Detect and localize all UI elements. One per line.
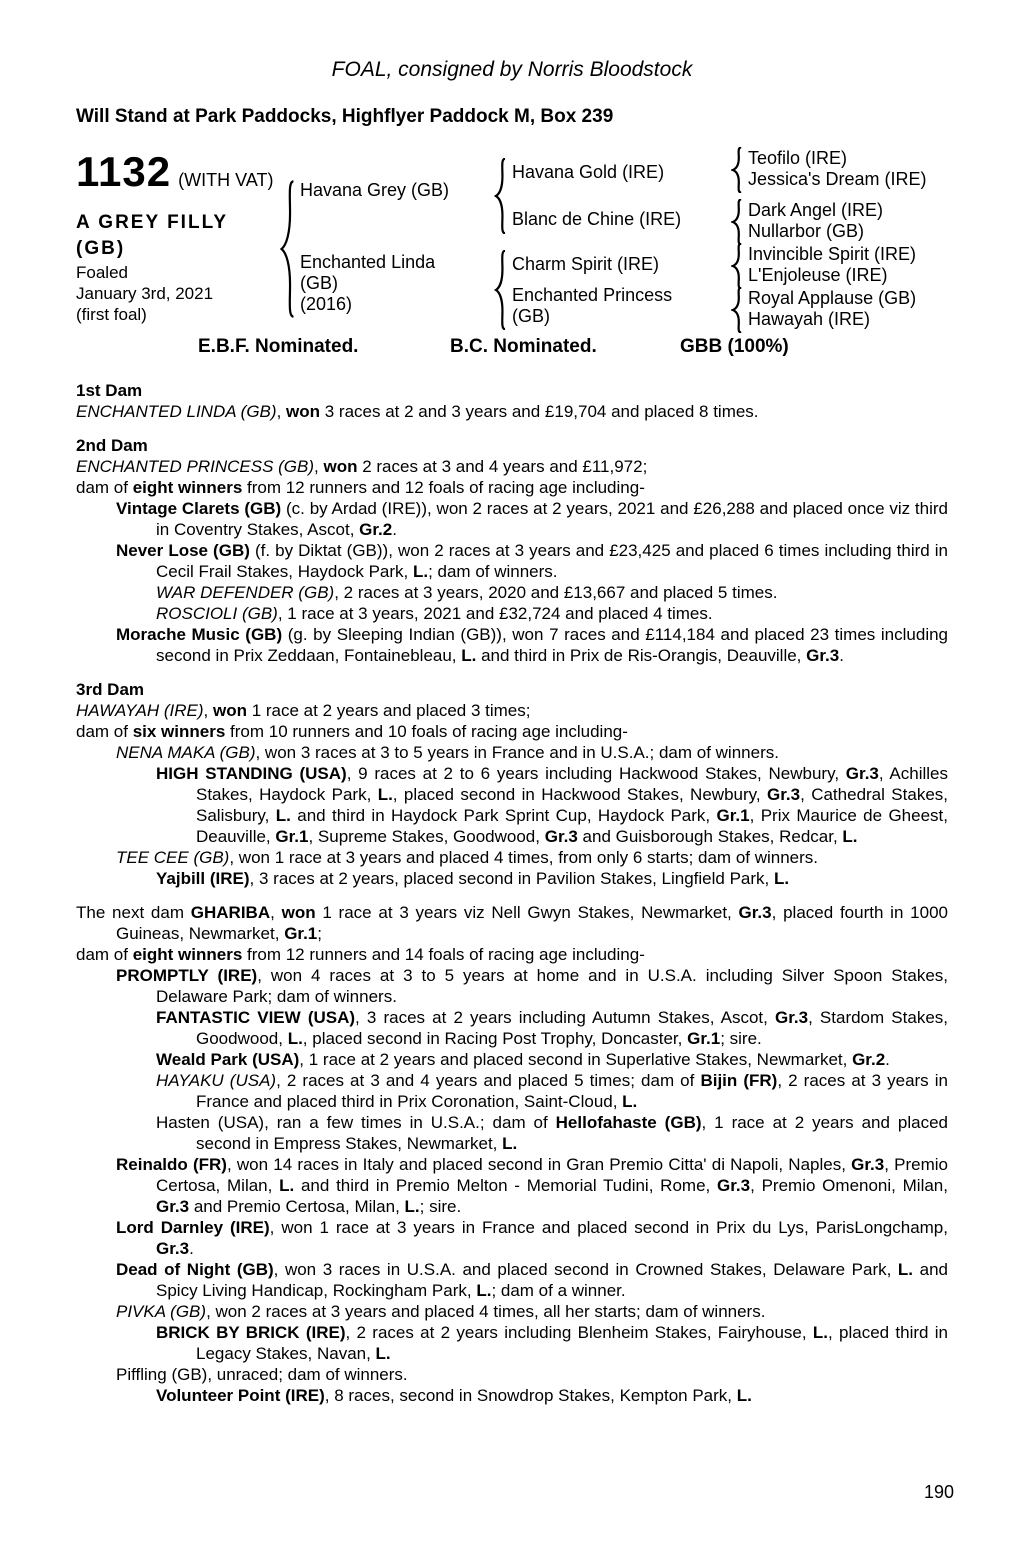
pedigree-text-paragraph (76, 763, 948, 847)
gen3-pair1 (748, 148, 926, 190)
text-segment: Yajbill (IRE) (156, 869, 250, 888)
gen3-name: Invincible Spirit (IRE) (748, 244, 917, 264)
text-segment: L. (622, 1092, 638, 1111)
pedigree-text-paragraph (76, 1217, 948, 1259)
text-segment: 2 races at 3 and 4 years and £11,972; (357, 457, 648, 476)
text-segment: PROMPTLY (IRE) (116, 966, 258, 985)
dam-name (300, 252, 435, 315)
text-segment: (g. by Sleeping Indian (GB)), won 7 races and £114,184 and placed 23 times including second in Prix Zeddaan, Fontainebleau, (156, 625, 949, 665)
gen3-name: Royal Applause (GB) (748, 288, 917, 308)
text-segment: 1 race at 3 years viz Nell Gwyn Stakes, Newmarket, (315, 903, 739, 922)
pedigree-text-paragraph (76, 1007, 948, 1049)
sire-sire-name: Havana Gold (IRE) (512, 162, 665, 182)
pedigree-text-paragraph (76, 1364, 948, 1385)
text-segment: Gr.1 (687, 1029, 721, 1048)
text-segment: Never Lose (GB) (116, 541, 250, 560)
text-segment: L. (897, 1260, 914, 1279)
text-segment: ; dam of winners. (428, 562, 558, 581)
text-segment: L. (404, 1197, 420, 1216)
text-segment: eight winners (132, 945, 243, 964)
pedigree-text-paragraph (76, 700, 948, 721)
text-segment: , Premio Certosa, Milan, (156, 1155, 949, 1195)
text-segment: . (885, 1050, 890, 1069)
text-segment: ; sire. (720, 1029, 762, 1048)
text-segment: , 1 race at 3 years, 2021 and £32,724 and placed 4 times. (277, 604, 713, 623)
pedigree-brace-gen3-pair2 (731, 199, 743, 245)
gbb-note: GBB (100%) (680, 336, 789, 357)
text-segment: , won 3 races in U.S.A. and placed second in Crowned Stakes, Delaware Park, (273, 1260, 898, 1279)
text-segment: Gr.2 (852, 1050, 886, 1069)
text-segment: BRICK BY BRICK (IRE) (156, 1323, 346, 1342)
text-segment: Vintage Clarets (GB) (116, 499, 282, 518)
text-segment: , Premio Omenoni, Milan, (750, 1176, 948, 1195)
text-segment: . (392, 520, 397, 539)
gen3-pair2 (748, 200, 883, 242)
pedigree-brace-sire-parents (494, 158, 507, 234)
text-segment: from 10 runners and 10 foals of racing age including- (225, 722, 628, 741)
text-segment: L. (279, 1176, 295, 1195)
text-segment: Gr.3 (774, 1008, 809, 1027)
pedigree-text-paragraph (76, 1385, 948, 1406)
text-segment: Gr.3 (806, 646, 840, 665)
text-segment: , 2 races at 3 years, 2020 and £13,667 and placed 5 times. (334, 583, 778, 602)
gen3-name: Nullarbor (GB) (748, 221, 865, 241)
text-segment: won (323, 457, 358, 476)
text-segment: , won 2 races at 3 years and placed 4 times, all her starts; dam of winners. (206, 1302, 766, 1321)
text-segment: won (281, 903, 316, 922)
text-segment: . (839, 646, 844, 665)
text-segment: Gr.3 (767, 785, 801, 804)
pedigree-brace-gen3-pair4 (731, 287, 743, 333)
text-segment: PIVKA (GB) (116, 1302, 207, 1321)
text-segment: , (203, 701, 213, 720)
text-segment: , 3 races at 2 years including Autumn Stakes, Ascot, (355, 1008, 775, 1027)
dam-section-heading: 3rd Dam (76, 680, 145, 699)
dam-name-line2: (GB) (300, 273, 338, 293)
text-segment: Lord Darnley (IRE) (116, 1218, 270, 1237)
text-segment: Piffling (GB), unraced; dam of winners. (116, 1365, 408, 1384)
ebf-nominated: E.B.F. Nominated. (198, 336, 359, 357)
pedigree-text-paragraph (76, 868, 948, 889)
pedigree-text-paragraph (76, 742, 948, 763)
text-segment: L. (287, 1029, 303, 1048)
text-segment: , 9 races at 2 to 6 years including Hackwood Stakes, Newbury, (346, 764, 846, 783)
text-segment: dam of (76, 722, 133, 741)
text-segment: Gr.1 (284, 924, 318, 943)
gen3-name: Dark Angel (IRE) (748, 200, 884, 220)
gen3-pair3 (748, 244, 916, 286)
text-segment: Gr.3 (738, 903, 772, 922)
text-segment: Gr.1 (275, 827, 309, 846)
dam-sire-name: Charm Spirit (IRE) (512, 254, 660, 274)
text-segment: L. (275, 806, 291, 825)
pedigree-text-paragraph (76, 498, 948, 540)
pedigree-text-paragraph (76, 1049, 948, 1070)
text-segment: , Prix Maurice de Gheest, Deauville, (196, 806, 948, 846)
foal-description-line1: A GREY FILLY (76, 212, 229, 233)
text-segment: Bijin (FR) (700, 1071, 778, 1090)
text-segment: , Stardom Stakes, Goodwood, (196, 1008, 948, 1048)
text-segment: Hellofahaste (GB) (555, 1113, 702, 1132)
pedigree-table (0, 140, 1024, 380)
text-segment: NENA MAKA (GB) (116, 743, 256, 762)
gen3-name: Hawayah (IRE) (748, 309, 871, 329)
text-segment: from 12 runners and 14 foals of racing age including- (242, 945, 645, 964)
text-segment: HAWAYAH (IRE) (76, 701, 204, 720)
text-segment: HAYAKU (USA) (156, 1071, 277, 1090)
text-segment: L. (502, 1134, 518, 1153)
bc-nominated: B.C. Nominated. (450, 336, 597, 357)
pedigree-brace-dam-parents (494, 250, 507, 330)
pedigree-text-paragraph (76, 456, 948, 477)
text-segment: dam of (76, 478, 133, 497)
text-segment: Gr.3 (156, 1197, 190, 1216)
text-segment: FANTASTIC VIEW (USA) (156, 1008, 356, 1027)
text-segment: , 8 races, second in Snowdrop Stakes, Kempton Park, (324, 1386, 737, 1405)
text-segment: , Cathedral Stakes, Salisbury, (196, 785, 948, 825)
foaled-label: Foaled (76, 263, 128, 282)
pedigree-text-paragraph (76, 944, 948, 965)
sire-dam-name: Blanc de Chine (IRE) (512, 209, 682, 229)
page-number: 190 (923, 1482, 954, 1502)
pedigree-brace-gen3-pair3 (731, 243, 743, 289)
text-segment: Morache Music (GB) (116, 625, 283, 644)
pedigree-text-paragraph (76, 965, 948, 1007)
foal-description-line2: (GB) (76, 238, 126, 259)
text-segment: , placed second in Hackwood Stakes, Newbury, (392, 785, 767, 804)
text-segment: Gr.3 (851, 1155, 885, 1174)
pedigree-text-paragraph (76, 1154, 948, 1217)
text-segment: L. (377, 785, 393, 804)
stand-location: Will Stand at Park Paddocks, Highflyer Paddock M, Box 239 (76, 106, 614, 127)
text-segment: . (189, 1239, 194, 1258)
consignment-title: FOAL, consigned by Norris Bloodstock (331, 58, 693, 81)
text-segment: ROSCIOLI (GB) (156, 604, 278, 623)
text-segment: Gr.1 (716, 806, 750, 825)
text-segment: Weald Park (USA) (156, 1050, 300, 1069)
gen3-name: L'Enjoleuse (IRE) (748, 265, 888, 285)
pedigree-text-paragraph (76, 603, 948, 624)
text-segment: , won 14 races in Italy and placed second in Gran Premio Citta' di Napoli, Naples, (226, 1155, 852, 1174)
text-segment: 1 race at 2 years and placed 3 times; (246, 701, 531, 720)
lot-number: 1132 (76, 148, 172, 195)
vat-note: (WITH VAT) (178, 170, 274, 190)
text-segment: , (276, 402, 287, 421)
text-segment: , Supreme Stakes, Goodwood, (308, 827, 545, 846)
text-segment: Dead of Night (GB) (116, 1260, 274, 1279)
pedigree-text-paragraph (76, 477, 948, 498)
pedigree-text-paragraph (76, 582, 948, 603)
text-segment: Hasten (USA), ran a few times in U.S.A.; dam of (156, 1113, 556, 1132)
pedigree-text-paragraph (76, 624, 948, 666)
text-segment: , (314, 457, 324, 476)
text-segment: L. (412, 562, 429, 581)
text-segment: TEE CEE (GB) (116, 848, 230, 867)
text-segment: , Achilles Stakes, Haydock Park, (196, 764, 948, 804)
text-segment: ENCHANTED LINDA (GB) (76, 402, 277, 421)
foal-description (76, 210, 228, 325)
text-segment: and Premio Certosa, Milan, (189, 1197, 405, 1216)
text-segment: won (212, 701, 247, 720)
text-segment: eight winners (132, 478, 243, 497)
text-segment: won (286, 402, 321, 421)
text-segment: and Spicy Living Handicap, Rockingham Park, (156, 1260, 948, 1300)
text-segment: (c. by Ardad (IRE)), won 2 races at 2 years, 2021 and £26,288 and placed once viz third in Coventry Stakes, Ascot, (156, 499, 948, 539)
text-segment: , 1 race at 2 years and placed second in Superlative Stakes, Newmarket, (299, 1050, 853, 1069)
text-segment: Gr.3 (845, 764, 879, 783)
text-segment: , 3 races at 2 years, placed second in Pavilion Stakes, Lingfield Park, (249, 869, 774, 888)
text-segment: , 1 race at 2 years and placed second in Empress Stakes, Newmarket, (196, 1113, 948, 1153)
text-segment: Gr.2 (359, 520, 393, 539)
pedigree-text-paragraph (76, 1112, 948, 1154)
dam-name-line1: Enchanted Linda (300, 252, 436, 272)
text-segment: L. (461, 646, 477, 665)
text-segment: Gr.3 (156, 1239, 190, 1258)
text-segment: ; (317, 924, 323, 943)
pedigree-text-paragraph (76, 1259, 948, 1301)
text-segment: and third in Haydock Park Sprint Cup, Haydock Park, (290, 806, 717, 825)
text-segment: dam of (76, 945, 133, 964)
text-segment: GHARIBA (190, 903, 271, 922)
text-segment: (f. by Diktat (GB)), won 2 races at 3 years and £23,425 and placed 6 times including third in Cecil Frail Stakes, Haydock Park, (156, 541, 949, 581)
text-segment: 3 races at 2 and 3 years and £19,704 and placed 8 times. (320, 402, 759, 421)
pedigree-text-paragraph (76, 1301, 948, 1322)
text-segment: , won 3 races at 3 to 5 years in France and in U.S.A.; dam of winners. (255, 743, 779, 762)
text-segment: L. (736, 1386, 752, 1405)
catalogue-body (76, 380, 948, 1406)
text-segment: , placed third in Legacy Stakes, Navan, (196, 1323, 948, 1363)
sire-name: Havana Grey (GB) (300, 180, 450, 200)
gen3-name: Teofilo (IRE) (748, 148, 848, 168)
foaled-date: January 3rd, 2021 (76, 284, 214, 303)
pedigree-text-paragraph (76, 847, 948, 868)
text-segment: , (270, 903, 282, 922)
pedigree-text-paragraph (76, 902, 948, 944)
text-segment: , placed fourth in 1000 Guineas, Newmarket, (116, 903, 948, 943)
text-segment: ; sire. (419, 1197, 462, 1216)
text-segment: WAR DEFENDER (GB) (156, 583, 335, 602)
text-segment: , won 1 race at 3 years in France and placed second in Prix du Lys, ParisLongchamp, (269, 1218, 948, 1237)
text-segment: HIGH STANDING (USA) (156, 764, 347, 783)
text-segment: L. (476, 1281, 492, 1300)
text-segment: , 2 races at 2 years including Blenheim Stakes, Fairyhouse, (345, 1323, 813, 1342)
pedigree-text-paragraph (76, 540, 948, 582)
pedigree-text-paragraph (76, 401, 948, 422)
text-segment: Reinaldo (FR) (116, 1155, 227, 1174)
pedigree-brace-gen3-pair1 (731, 147, 743, 193)
gen3-pair4 (748, 288, 916, 330)
text-segment: Gr.3 (544, 827, 578, 846)
pedigree-text-paragraph (76, 1070, 948, 1112)
text-segment: Volunteer Point (IRE) (156, 1386, 325, 1405)
gen3-name: Jessica's Dream (IRE) (748, 169, 927, 189)
text-segment: L. (842, 827, 858, 846)
text-segment: and third in Premio Melton - Memorial Tudini, Rome, (294, 1176, 718, 1195)
foal-note: (first foal) (76, 305, 147, 324)
text-segment: from 12 runners and 12 foals of racing age including- (242, 478, 645, 497)
text-segment: Gr.3 (717, 1176, 751, 1195)
text-segment: The next dam (76, 903, 191, 922)
text-segment: L. (773, 869, 790, 888)
pedigree-text-paragraph (76, 721, 948, 742)
text-segment: six winners (132, 722, 226, 741)
text-segment: , 2 races at 3 years in France and placed third in Prix Coronation, Saint-Cloud, (196, 1071, 948, 1111)
text-segment: , won 1 race at 3 years and placed 4 times, from only 6 starts; dam of winners. (229, 848, 819, 867)
dam-section-heading: 1st Dam (76, 381, 143, 400)
text-segment: L. (375, 1344, 391, 1363)
text-segment: , placed second in Racing Post Trophy, Doncaster, (302, 1029, 688, 1048)
text-segment: L. (812, 1323, 828, 1342)
text-segment: , won 4 races at 3 to 5 years at home and in U.S.A. including Silver Spoon Stakes, Delaware Park; dam of winners. (156, 966, 949, 1006)
lot-line (76, 148, 273, 196)
text-segment: ENCHANTED PRINCESS (GB) (76, 457, 315, 476)
pedigree-brace-gen1 (279, 180, 296, 318)
pedigree-text-paragraph (76, 1322, 948, 1364)
text-segment: , 2 races at 3 and 4 years and placed 5 times; dam of (276, 1071, 701, 1090)
text-segment: and third in Prix de Ris-Orangis, Deauville, (476, 646, 807, 665)
dam-name-line3: (2016) (300, 294, 353, 314)
dam-dam-name: Enchanted Princess (GB) (512, 285, 673, 326)
dam-section-heading: 2nd Dam (76, 436, 148, 455)
text-segment: and Guisborough Stakes, Redcar, (577, 827, 843, 846)
text-segment: ; dam of a winner. (491, 1281, 626, 1300)
